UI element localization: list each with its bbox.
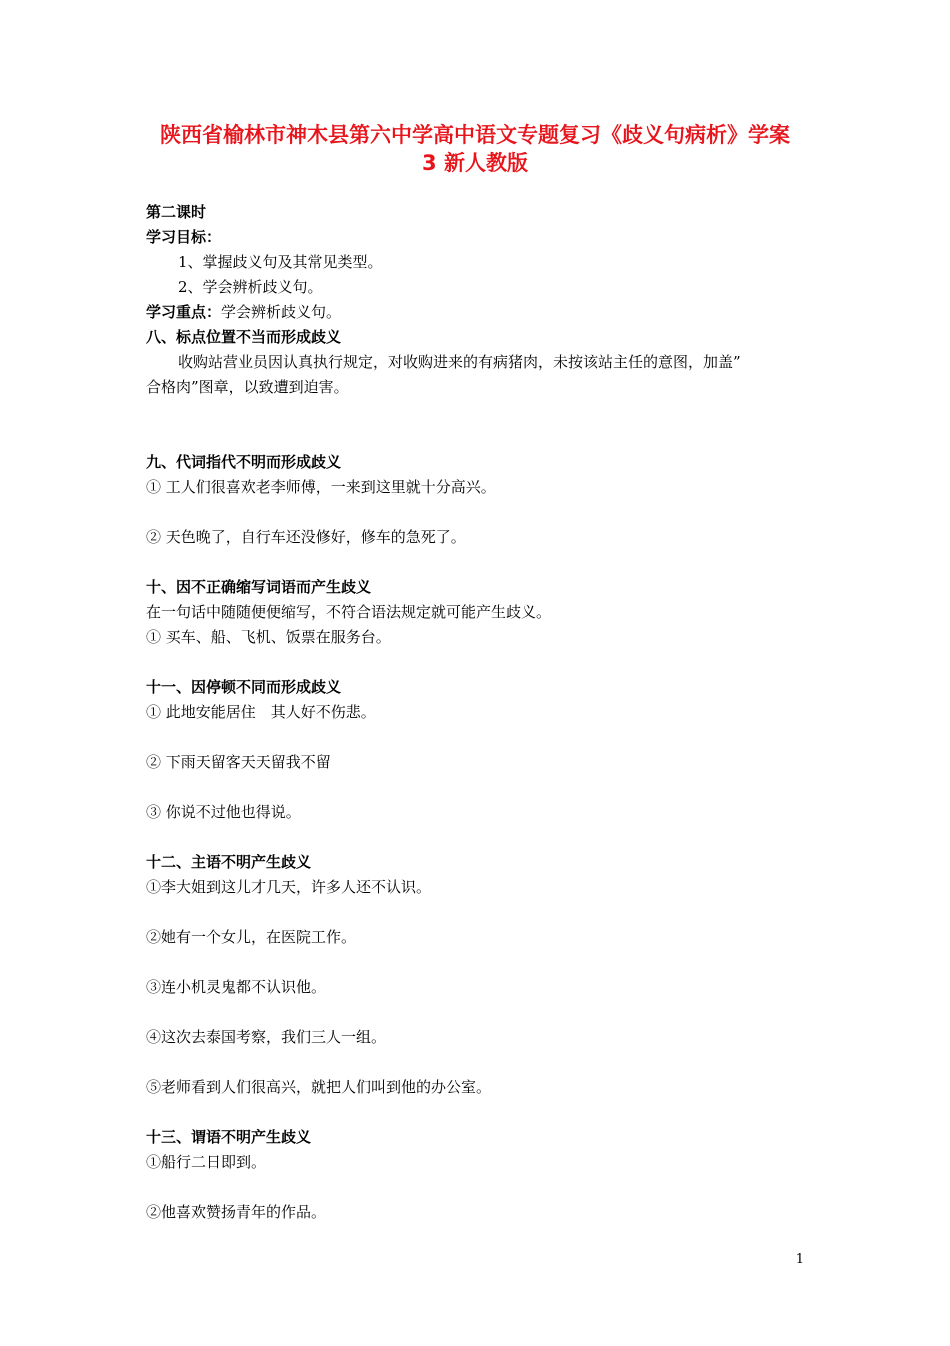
example-item: ① 工人们很喜欢老李师傅，一来到这里就十分高兴。	[146, 478, 496, 496]
section-10-heading: 十、因不正确缩写词语而产生歧义	[146, 578, 372, 596]
example-item: ② 下雨天留客天天留我不留	[146, 753, 331, 771]
doc-title-line1: 陕西省榆林市神木县第六中学高中语文专题复习《歧义句病析》学案	[160, 123, 790, 147]
section-8-text: 收购站营业员因认真执行规定，对收购进来的有病猪肉，未按该站主任的意图，加盖”	[178, 353, 741, 371]
focus-label: 学习重点：	[146, 303, 222, 321]
section-8-text: 合格肉”图章，以致遭到迫害。	[146, 378, 349, 396]
focus-text: 学会辨析歧义句。	[221, 303, 342, 321]
lesson-label: 第二课时	[146, 203, 207, 221]
goals-label: 学习目标：	[146, 228, 222, 246]
example-item: ② 天色晚了，自行车还没修好，修车的急死了。	[146, 528, 466, 546]
example-item: ① 买车、船、飞机、饭票在服务台。	[146, 628, 391, 646]
section-12-heading: 十二、主语不明产生歧义	[146, 853, 312, 871]
goal-item: 1、掌握歧义句及其常见类型。	[178, 253, 383, 271]
example-item: ②他喜欢赞扬青年的作品。	[146, 1203, 327, 1221]
example-item: ①李大姐到这儿才几天，许多人还不认识。	[146, 878, 432, 896]
focus-line	[146, 302, 341, 322]
example-item: ④这次去泰国考察，我们三人一组。	[146, 1028, 387, 1046]
example-item: ①船行二日即到。	[146, 1153, 267, 1171]
page-number: 1	[795, 1252, 804, 1267]
section-8-heading: 八、标点位置不当而形成歧义	[146, 328, 342, 346]
section-10-desc: 在一句话中随随便便缩写，不符合语法规定就可能产生歧义。	[146, 603, 552, 621]
section-9-heading: 九、代词指代不明而形成歧义	[146, 453, 342, 471]
section-13-heading: 十三、谓语不明产生歧义	[146, 1128, 312, 1146]
example-item: ③ 你说不过他也得说。	[146, 803, 301, 821]
section-11-heading: 十一、因停顿不同而形成歧义	[146, 678, 342, 696]
example-item: ① 此地安能居住 其人好不伤悲。	[146, 703, 376, 721]
goal-item: 2、学会辨析歧义句。	[178, 278, 323, 296]
example-item: ③连小机灵鬼都不认识他。	[146, 978, 327, 996]
doc-title-line2: 3 新人教版	[422, 151, 528, 175]
example-item: ②她有一个女儿，在医院工作。	[146, 928, 357, 946]
example-item: ⑤老师看到人们很高兴，就把人们叫到他的办公室。	[146, 1078, 492, 1096]
